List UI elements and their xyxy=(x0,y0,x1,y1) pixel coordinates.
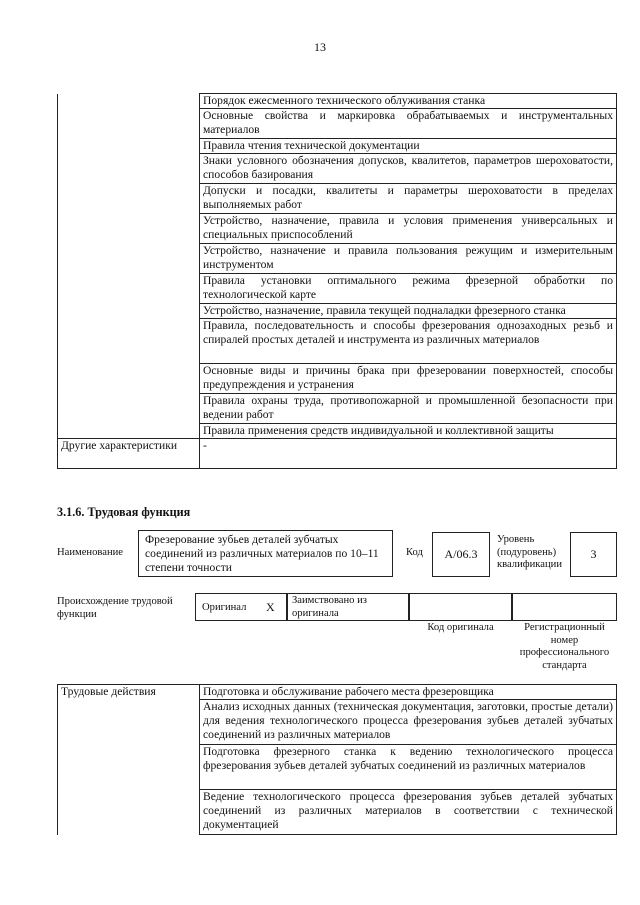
labor-actions-label: Трудовые действия xyxy=(58,685,200,835)
table-row xyxy=(58,109,617,139)
reg-number-caption: Регистрационный номер профессионального стандарта xyxy=(519,622,610,671)
table-row xyxy=(58,394,617,424)
table-row xyxy=(58,304,617,319)
name-label: Наименование xyxy=(57,547,123,558)
table-row xyxy=(58,319,617,364)
knowledge-item: Допуски и посадки, квалитеты и параметры шероховатости в пределах выполняемых работ xyxy=(200,184,617,214)
knowledge-item: Устройство, назначение и правила пользования режущим и измерительным инструментом xyxy=(200,244,617,274)
labor-action-item: Подготовка и обслуживание рабочего места фрезеровщика xyxy=(200,685,617,700)
table-row xyxy=(58,214,617,244)
level-value: 3 xyxy=(590,547,597,561)
labor-action-item: Ведение технологического процесса фрезерования зубьев деталей зубчатых соединений из различных материалов в соответствии с технической документацией xyxy=(200,790,617,835)
code-value: A/06.3 xyxy=(444,547,478,561)
knowledge-item: Правила применения средств индивидуальной и коллективной защиты xyxy=(200,424,617,439)
table-row xyxy=(58,244,617,274)
knowledge-item: Правила охраны труда, противопожарной и промышленной безопасности при ведении работ xyxy=(200,394,617,424)
original-label: Оригинал xyxy=(202,602,247,613)
labor-action-item: Анализ исходных данных (техническая документация, заготовки, простые детали) для ведения технологического процесса фрезерования зубьев деталей зубчатых соединений из различных материалов xyxy=(200,700,617,745)
origin-label: Происхождение трудовой функции xyxy=(57,596,173,620)
table-row xyxy=(58,685,617,700)
knowledge-item: Основные свойства и маркировка обрабатываемых и инструментальных материалов xyxy=(200,109,617,139)
level-label: Уровень (подуровень) квалификации xyxy=(497,534,562,570)
code-box xyxy=(432,532,490,577)
original-box xyxy=(195,593,287,621)
page-number: 13 xyxy=(314,40,326,54)
table-row xyxy=(58,274,617,304)
code-original-caption: Код оригинала xyxy=(427,622,494,633)
borrowed-box: Заимствовано из оригинала xyxy=(287,593,409,621)
knowledge-item: Знаки условного обозначения допусков, квалитетов, параметров шероховатости, способов базирования xyxy=(200,154,617,184)
other-characteristics-label: Другие характеристики xyxy=(58,439,200,469)
knowledge-item: Правила чтения технической документации xyxy=(200,139,617,154)
section-title: 3.1.6. Трудовая функция xyxy=(57,505,191,519)
original-mark: X xyxy=(266,600,275,614)
code-label: Код xyxy=(406,547,423,558)
table-row xyxy=(58,439,617,469)
knowledge-item: Правила, последовательность и способы фрезерования однозаходных резьб и спиралей простых деталей и инструмента из различных материалов xyxy=(200,319,617,364)
labor-action-item: Подготовка фрезерного станка к ведению технологического процесса фрезерования зубьев деталей зубчатых соединений из различных материалов xyxy=(200,745,617,790)
knowledge-item: Устройство, назначение, правила и условия применения универсальных и специальных приспособлений xyxy=(200,214,617,244)
knowledge-item: Основные виды и причины брака при фрезеровании поверхностей, способы предупреждения и устранения xyxy=(200,364,617,394)
function-name-box: Фрезерование зубьев деталей зубчатых соединений из различных материалов по 10–11 степени точности xyxy=(138,530,393,577)
other-characteristics-value: - xyxy=(200,439,617,469)
reg-number-box xyxy=(512,593,617,621)
knowledge-item: Правила установки оптимального режима фрезерной обработки по технологической карте xyxy=(200,274,617,304)
table-row xyxy=(58,184,617,214)
table-row xyxy=(58,139,617,154)
table-row xyxy=(58,94,617,109)
level-box xyxy=(570,532,617,577)
knowledge-item: Устройство, назначение, правила текущей подналадки фрезерного станка xyxy=(200,304,617,319)
knowledge-item: Порядок ежесменного технического облуживания станка xyxy=(200,94,617,109)
knowledge-table xyxy=(57,93,617,469)
table-row xyxy=(58,154,617,184)
labor-actions-table xyxy=(57,684,617,835)
table-row xyxy=(58,364,617,394)
table-row xyxy=(58,424,617,439)
code-original-box xyxy=(409,593,512,621)
